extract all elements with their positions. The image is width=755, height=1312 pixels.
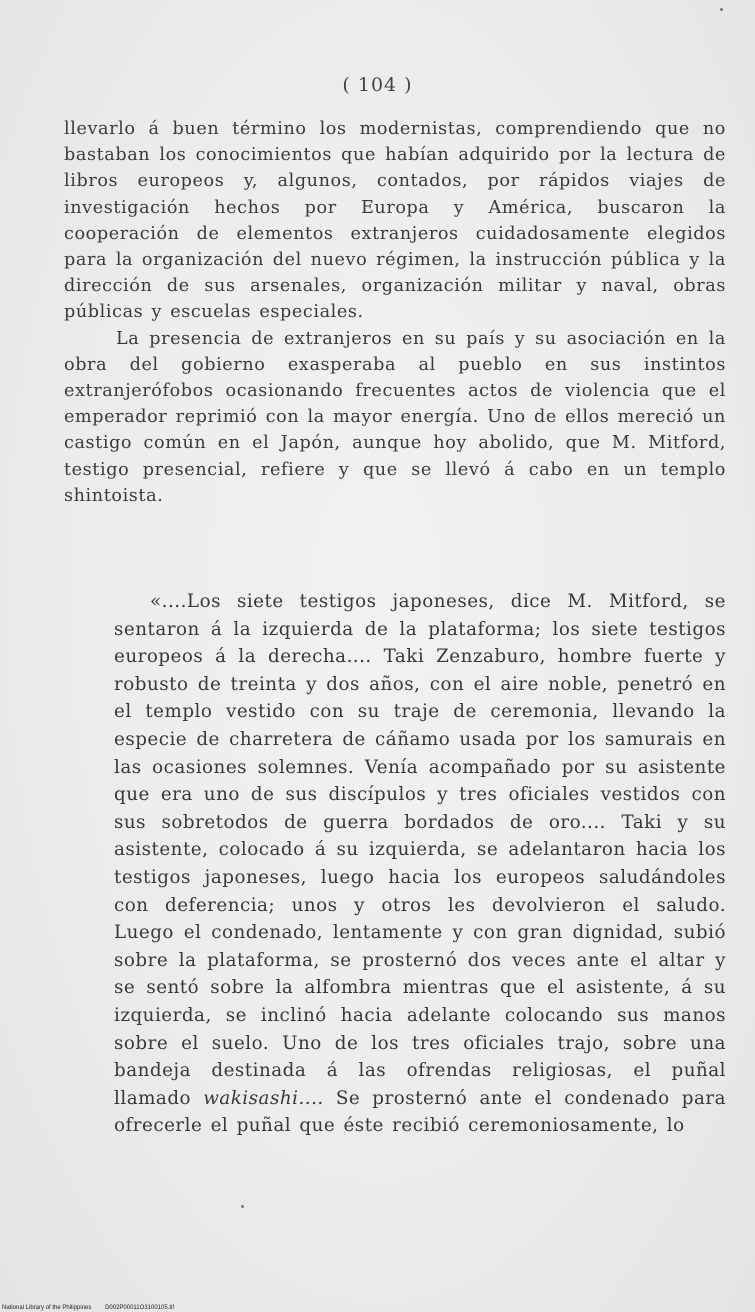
quote-italic-word: wakisashi.... — [203, 1087, 324, 1109]
body-text — [64, 116, 726, 509]
footer-library: National Library of the Philippines — [2, 1305, 92, 1311]
paragraph-1: llevarlo á buen término los modernistas, comprendiendo que no bastaban los conocimientos que habían adquirido por la lectura de libros europeos y, algunos, contados, por rápidos viajes de investigación hechos por Europa y América, buscaron la cooperación de elementos extranjeros cuidadosamente elegidos para la organización del nuevo régimen, la instrucción pública y la dirección de sus arsenales, organización militar y naval, obras públicas y escuelas especiales. — [64, 119, 726, 323]
scan-footer — [2, 1305, 186, 1311]
quote-paragraph — [114, 588, 726, 1140]
scan-speck — [241, 1205, 244, 1208]
scan-speck — [720, 8, 723, 11]
footer-code: D002P00011O3100105.tif — [105, 1305, 175, 1311]
quote-text: «....Los siete testigos japoneses, dice M. Mitford, se sentaron á la izquierda de la plataforma; los siete testigos europeos á la derecha.... Taki Zenzaburo, hombre fuerte y robusto de treinta y dos años, con el aire noble, penetró en el templo vestido con su traje de ceremonia, llevando la especie de charretera de cáñamo usada por los samurais en las ocasiones solemnes. Venía acompañado por su asistente que era uno de sus discípulos y tres oficiales vestidos con sus sobretodos de guerra bordados de oro.... Taki y su asistente, colocado á su izquierda, se adelantaron hacia los testigos japoneses, luego hacia los europeos saludándoles con deferencia; unos y otros les devolvieron el saludo. Luego el condenado, lentamente y con gran dignidad, subió sobre la plataforma, se prosternó dos veces ante el altar y se sentó sobre la alfombra mientras que el asistente, á su izquierda, se inclinó hacia adelante colocando sus manos sobre el suelo. Uno de los tres oficiales trajo, sobre una bandeja destinada á las ofrendas religiosas, el puñal llamado — [114, 591, 726, 1109]
quote-tail: Se prosternó ante el condenado para ofrecerle el puñal que éste recibió ceremoniosamente, lo — [114, 1087, 727, 1137]
quoted-passage — [114, 588, 726, 1140]
paragraph-2: La presencia de extranjeros en su país y su asociación en la obra del gobierno exasperaba al pueblo en sus instintos extranjerófobos ocasionando frecuentes actos de violencia que el emperador reprimió con la mayor energía. Uno de ellos mereció un castigo común en el Japón, aunque hoy abolido, que M. Mitford, testigo presencial, refiere y que se llevó á cabo en un templo shintoista. — [64, 328, 726, 506]
page-number: ( 104 ) — [342, 74, 413, 96]
